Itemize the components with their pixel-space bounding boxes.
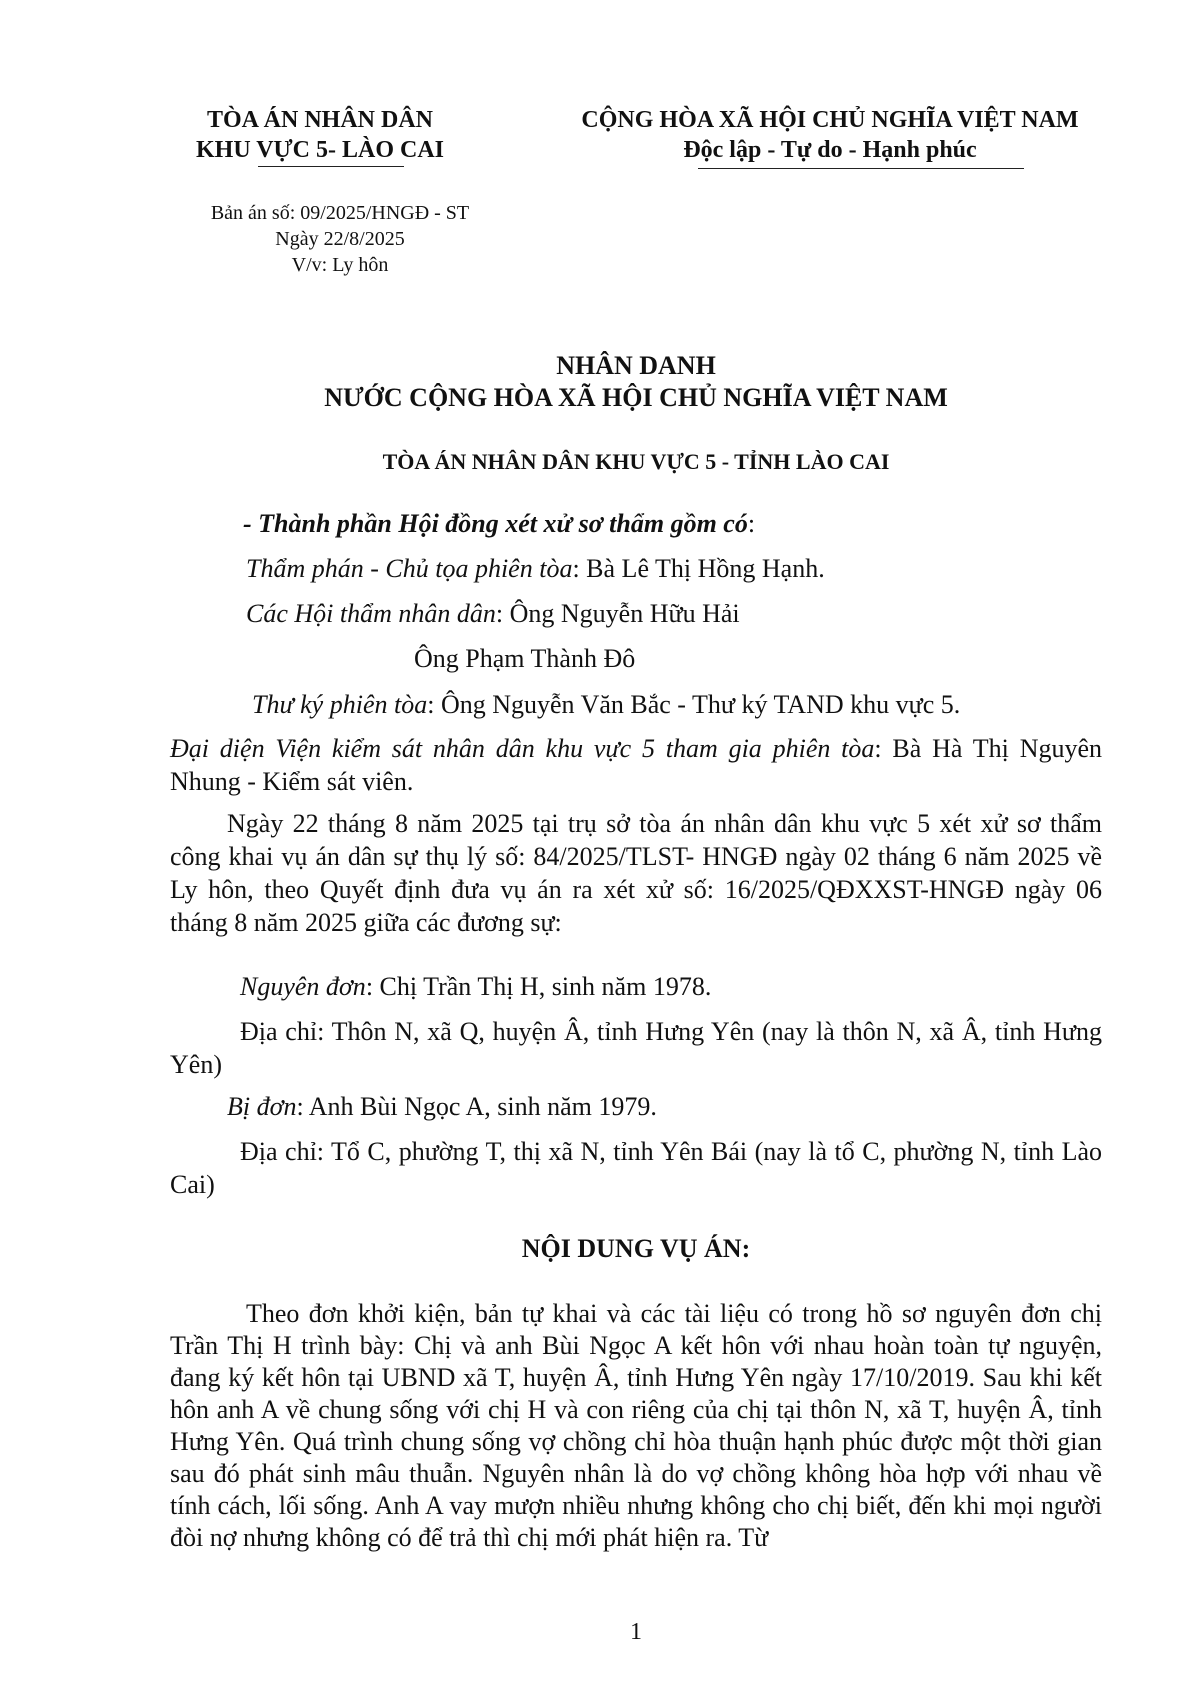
clerk-value: : Ông Nguyễn Văn Bắc - Thư ký TAND khu vực 5.	[427, 690, 961, 719]
panel-heading-text: - Thành phần Hội đồng xét xử sơ thẩm gồm có	[243, 509, 748, 538]
section-title: NỘI DUNG VỤ ÁN:	[521, 1234, 751, 1263]
defendant-address: Địa chỉ: Tổ C, phường T, thị xã N, tỉnh Yên Bái (nay là tổ C, phường N, tỉnh Lào Cai)	[170, 1137, 1102, 1199]
motto: Độc lập - Tự do - Hạnh phúc	[683, 137, 977, 163]
juror-2-row	[170, 642, 1190, 675]
intro-paragraph: Ngày 22 tháng 8 năm 2025 tại trụ sở tòa án nhân dân khu vực 5 xét xử sơ thẩm công khai vụ án dân sự thụ lý số: 84/2025/TLST- HNGĐ ngày 02 tháng 6 năm 2025 về Ly hôn, theo Quyết định đưa vụ án ra xét xử số: 16/2025/QĐXXST-HNGĐ ngày 06 tháng 8 năm 2025 giữa các đương sự:	[170, 809, 1102, 937]
clerk-label: Thư ký phiên tòa	[252, 690, 428, 719]
jurors-label: Các Hội thẩm nhân dân	[246, 599, 496, 628]
content-paragraph: Theo đơn khởi kiện, bản tự khai và các tài liệu có trong hồ sơ nguyên đơn chị Trần Thị H trình bày: Chị và anh Bùi Ngọc A kết hôn với nhau hoàn toàn tự nguyện, đang ký kết hôn tại UBND xã T, huyện Â, tỉnh Hưng Yên ngày 17/10/2019. Sau khi kết hôn anh A về chung sống với chị H và con riêng của chị tại thôn N, xã T, huyện Â, tỉnh Hưng Yên. Quá trình chung sống vợ chồng chỉ hòa thuận hạnh phúc được một thời gian sau đó phát sinh mâu thuẫn. Nguyên nhân là do vợ chồng không hòa hợp với nhau về tính cách, lối sống. Anh A vay mượn nhiều nhưng không cho chị biết, đến khi mọi người đòi nợ nhưng không có để trả thì chị mới phát hiện ra. Từ	[170, 1299, 1102, 1552]
republic-name: CỘNG HÒA XÃ HỘI CHỦ NGHĨA VIỆT NAM	[581, 107, 1079, 133]
procuracy-value: : Bà Hà Thị Nguyên Nhung - Kiểm sát viên.	[170, 734, 1103, 796]
plaintiff-address: Địa chỉ: Thôn N, xã Q, huyện Â, tỉnh Hưng Yên (nay là thôn N, xã Â, tỉnh Hưng Yên)	[170, 1017, 1102, 1079]
title-line-1: NHÂN DANH	[556, 351, 716, 380]
judgment-number: Bản án số: 09/2025/HNGĐ - ST	[210, 202, 470, 224]
judgment-date: Ngày 22/8/2025	[275, 228, 405, 250]
defendant-value: : Anh Bùi Ngọc A, sinh năm 1979.	[296, 1092, 657, 1121]
court-line-2: KHU VỰC 5- LÀO CAI	[195, 137, 444, 163]
panel-heading	[170, 507, 1175, 540]
court-underline	[258, 166, 404, 167]
judge-label: Thẩm phán - Chủ tọa phiên tòa	[246, 554, 573, 583]
case-info	[170, 200, 510, 278]
plaintiff-value: : Chị Trần Thị H, sinh năm 1978.	[365, 972, 712, 1001]
clerk-row	[170, 688, 1184, 721]
judge-row	[170, 552, 1178, 585]
page-number: 1	[630, 1619, 642, 1645]
court-title: TÒA ÁN NHÂN DÂN KHU VỰC 5 - TỈNH LÀO CAI	[382, 449, 890, 474]
procuracy-label: Đại diện Viện kiểm sát nhân dân khu vực 5 tham gia phiên tòa	[170, 734, 875, 763]
motto-underline	[698, 168, 1024, 169]
court-line-1: TÒA ÁN NHÂN DÂN	[206, 107, 433, 133]
judge-value: : Bà Lê Thị Hồng Hạnh.	[572, 554, 825, 583]
procuracy-row	[170, 732, 1102, 798]
plaintiff-row	[170, 970, 1172, 1003]
defendant-row	[170, 1090, 1159, 1123]
title-block	[170, 350, 1102, 414]
court-name	[170, 105, 470, 165]
juror-1: : Ông Nguyễn Hữu Hải	[495, 599, 740, 628]
defendant-label: Bị đơn	[227, 1092, 297, 1121]
juror-2: Ông Phạm Thành Đô	[414, 644, 636, 673]
title-line-2: NƯỚC CỘNG HÒA XÃ HỘI CHỦ NGHĨA VIỆT NAM	[324, 383, 948, 412]
jurors-row	[170, 597, 1178, 630]
panel-heading-colon: :	[747, 509, 756, 538]
republic-header	[560, 105, 1100, 165]
case-subject: V/v: Ly hôn	[291, 254, 389, 276]
plaintiff-label: Nguyên đơn	[240, 972, 366, 1001]
